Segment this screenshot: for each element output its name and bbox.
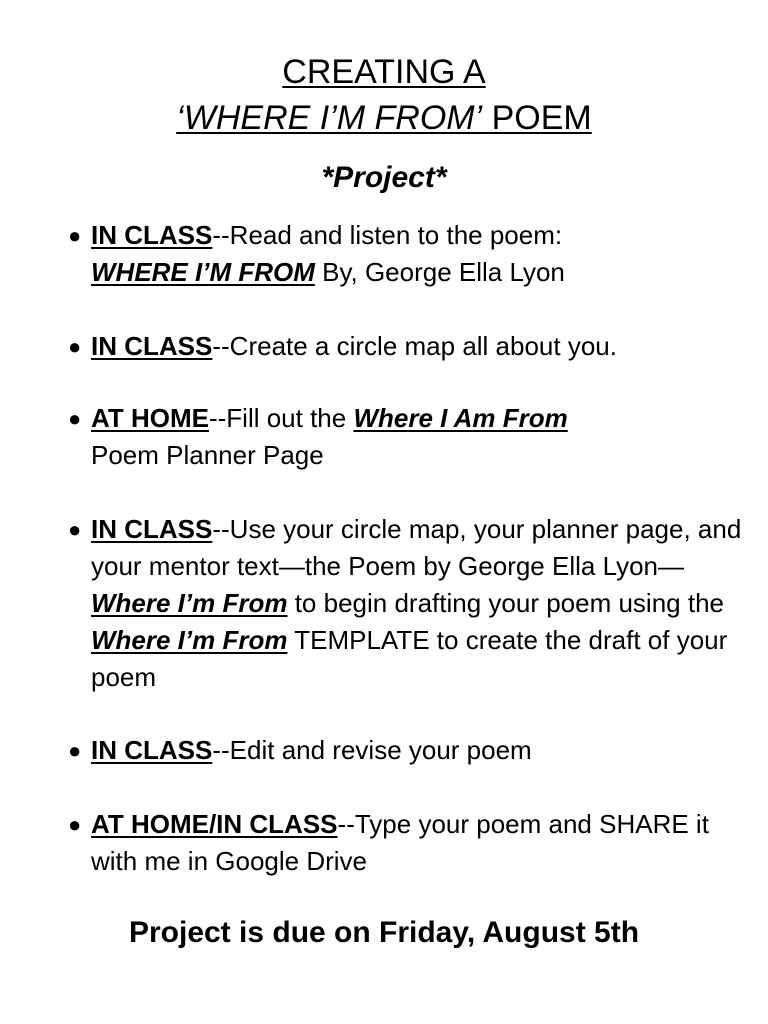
- item-text: Use your circle map, your planner page, and your mentor text—the Poem by George Ella Lyon—: [91, 514, 742, 581]
- item-label: IN CLASS: [91, 514, 213, 544]
- list-item-text: [91, 217, 748, 291]
- list-item-edit-revise: [68, 732, 748, 769]
- title-line-2: [0, 98, 768, 138]
- list-item-text: [91, 511, 748, 696]
- item-separator: --: [208, 403, 227, 433]
- bullet-icon: ●: [68, 812, 82, 837]
- item-text: Fill out the: [226, 403, 354, 433]
- list-item-circle-map: [68, 328, 748, 365]
- bullet-icon: ●: [68, 223, 82, 248]
- subtitle-project: *Project*: [321, 161, 447, 194]
- item-separator: --: [337, 809, 355, 839]
- bullet-icon: ●: [68, 334, 82, 359]
- item-text-continued: Poem Planner Page: [91, 440, 324, 470]
- item-separator: --: [212, 735, 230, 765]
- item-label: IN CLASS: [91, 331, 213, 361]
- list-item-read-poem: [68, 217, 748, 291]
- item-label: AT HOME: [91, 403, 209, 433]
- list-item-planner-page: [68, 400, 748, 474]
- item-poem-title: Where I Am From: [353, 403, 568, 433]
- bullet-icon: ●: [68, 406, 82, 431]
- item-text: Edit and revise your poem: [229, 735, 532, 765]
- item-poem-title: WHERE I’M FROM: [91, 257, 315, 287]
- item-label: IN CLASS: [91, 735, 213, 765]
- item-label: IN CLASS: [91, 220, 213, 250]
- list-item-text: [91, 732, 748, 769]
- item-poem-title: Where I’m From: [91, 588, 288, 618]
- title-poem-word: POEM: [482, 99, 592, 137]
- title-poem-name: [176, 99, 592, 137]
- list-item-type-share: [68, 806, 748, 880]
- item-text-end: TEMPLATE to create the draft of your poem: [91, 625, 728, 692]
- item-template-title: Where I’m From: [91, 625, 288, 655]
- item-text: Create a circle map all about you.: [229, 331, 617, 361]
- list-item-text: [91, 400, 748, 474]
- bullet-icon: ●: [68, 517, 82, 542]
- list-item-drafting: [68, 511, 748, 696]
- list-item-text: [91, 806, 748, 880]
- title-creating: CREATING A: [282, 53, 486, 91]
- item-separator: --: [212, 331, 230, 361]
- item-text-continued: to begin drafting your poem using the: [287, 588, 724, 618]
- item-label: AT HOME/IN CLASS: [91, 809, 338, 839]
- title-poem-name-italic: ‘WHERE I’M FROM’: [176, 99, 483, 137]
- item-text: Type your poem and SHARE it with me in Google Drive: [91, 809, 709, 876]
- bullet-icon: ●: [68, 738, 82, 763]
- list-item-text: [91, 328, 748, 365]
- due-date-notice: Project is due on Friday, August 5th: [128, 916, 640, 949]
- title-line-1: [0, 52, 768, 92]
- item-separator: --: [212, 220, 230, 250]
- item-text: Read and listen to the poem:: [229, 220, 563, 250]
- item-author: By, George Ella Lyon: [314, 257, 565, 287]
- item-separator: --: [212, 514, 230, 544]
